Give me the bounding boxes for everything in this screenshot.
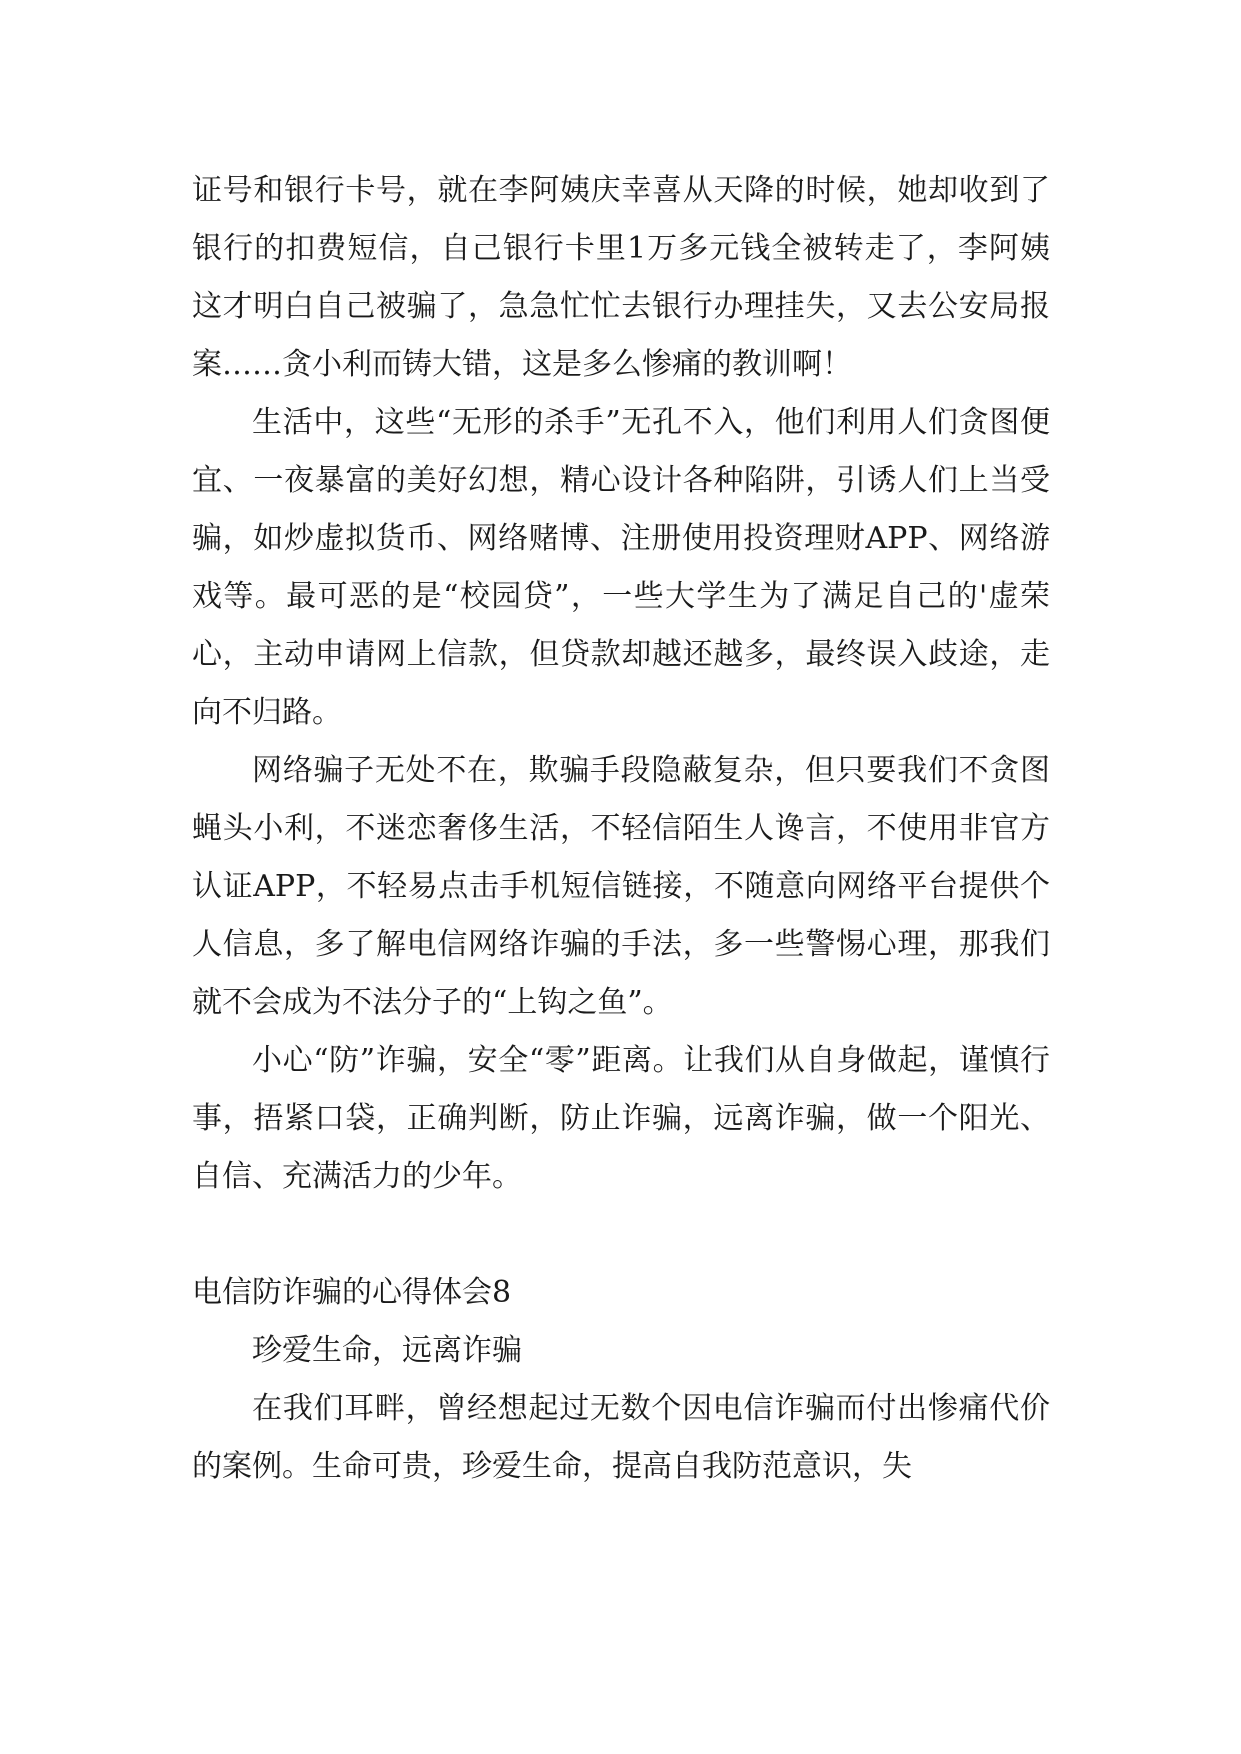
paragraph-prevention: 网络骗子无处不在，欺骗手段隐蔽复杂，但只要我们不贪图蝇头小利，不迷恋奢侈生活，不轻信陌生人谗言，不使用非官方认证APP，不轻易点击手机短信链接，不随意向网络平台提供个人信息，多了解电信网络诈骗的手法，多一些警惕心理，那我们就不会成为不法分子的“上钩之鱼”。 (192, 753, 1050, 1020)
paragraph-conclusion: 小心“防”诈骗，安全“零”距离。让我们从自身做起，谨慎行事，捂紧口袋，正确判断，防止诈骗，远离诈骗，做一个阳光、自信、充满活力的少年。 (192, 1043, 1050, 1194)
paragraph-section-intro: 在我们耳畔，曾经想起过无数个因电信诈骗而付出惨痛代价的案例。生命可贵，珍爱生命，提高自我防范意识，失 (192, 1391, 1050, 1484)
paragraph-scam-traps: 生活中，这些“无形的杀手”无孔不入，他们利用人们贪图便宜、一夜暴富的美好幻想，精心设计各种陷阱，引诱人们上当受骗，如炒虚拟货币、网络赌博、注册使用投资理财APP、网络游戏等。最可恶的是“校园贷”，一些大学生为了满足自己的'虚荣心，主动申请网上信款，但贷款却越还越多，最终误入歧途，走向不归路。 (192, 405, 1050, 730)
section-subtitle: 珍爱生命，远离诈骗 (252, 1333, 522, 1368)
document-body (192, 162, 1050, 1496)
section-heading: 电信防诈骗的心得体会8 (192, 1275, 512, 1310)
paragraph-continuation: 证号和银行卡号，就在李阿姨庆幸喜从天降的时候，她却收到了银行的扣费短信，自己银行卡里1万多元钱全被转走了，李阿姨这才明白自己被骗了，急急忙忙去银行办理挂失，又去公安局报案……贪小利而铸大错，这是多么惨痛的教训啊！ (192, 173, 1050, 382)
